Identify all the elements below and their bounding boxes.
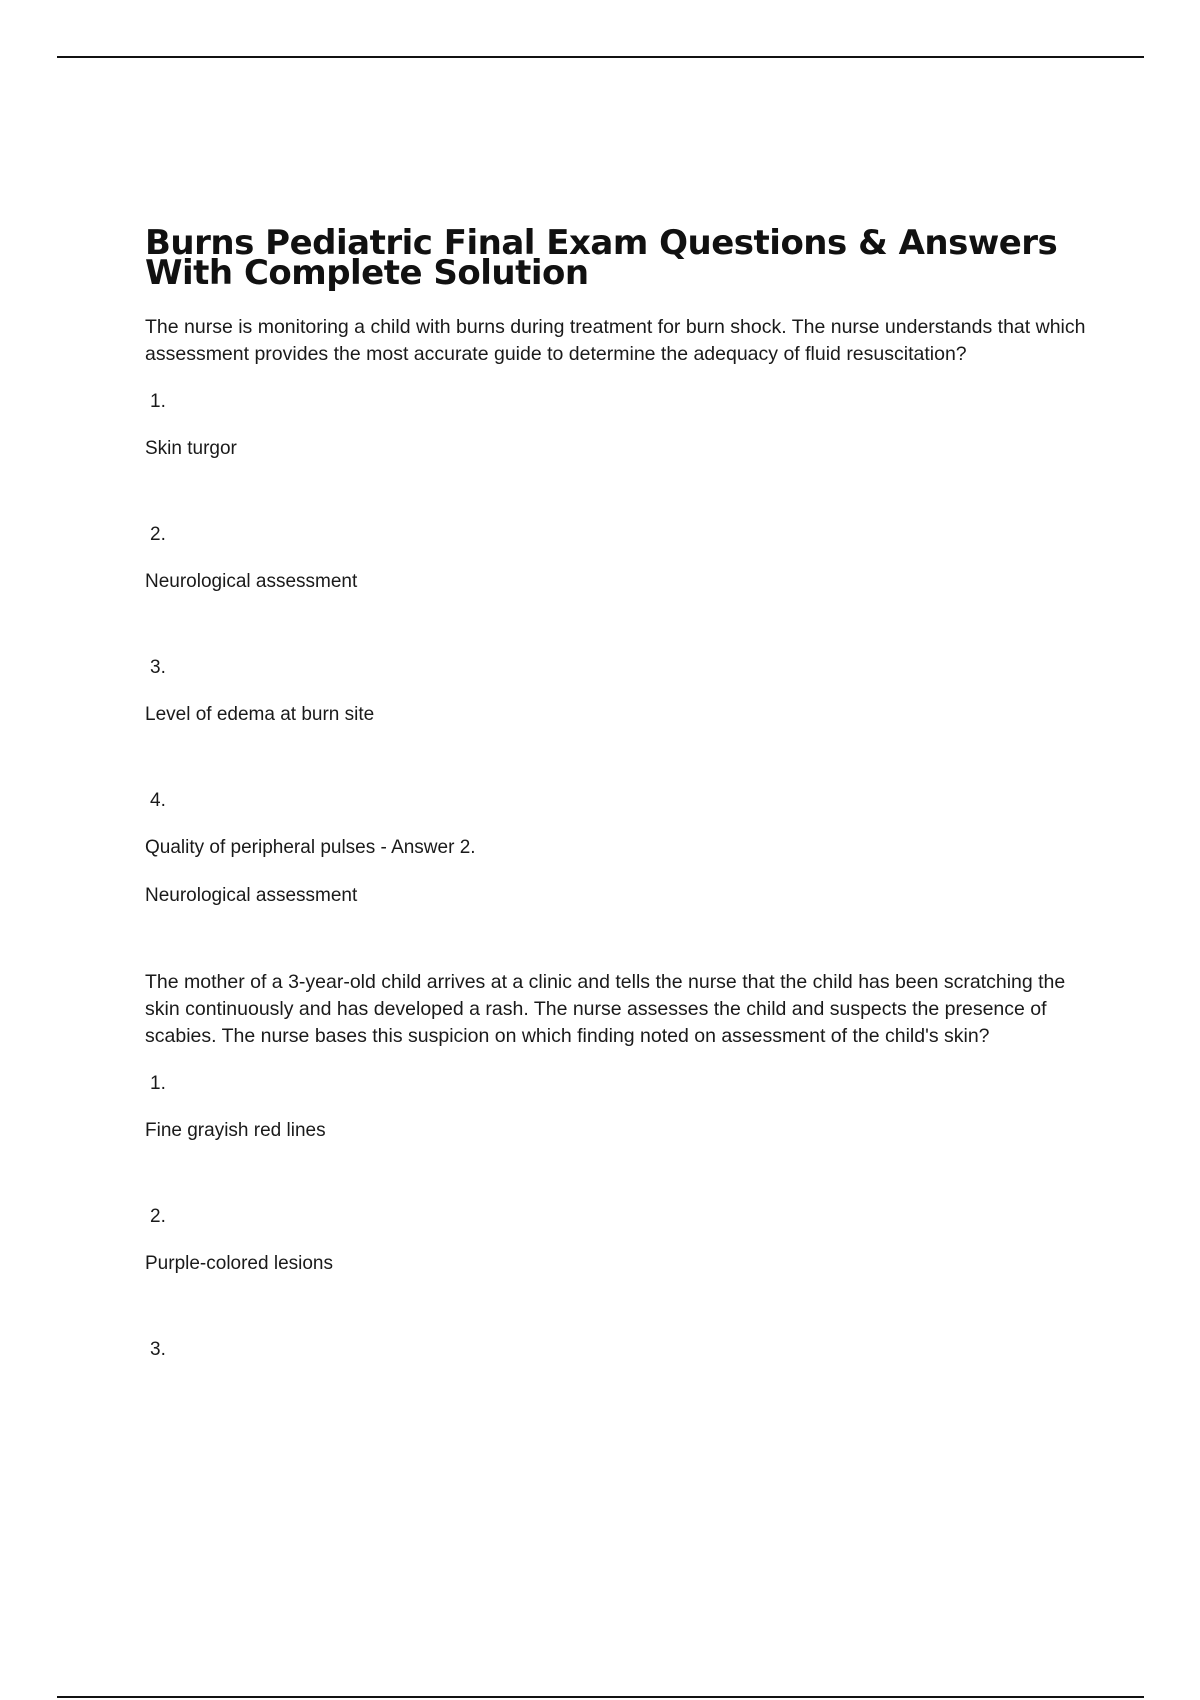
option-number: 4. (150, 790, 166, 811)
question-block-1 (145, 314, 1090, 908)
option-text: Skin turgor (145, 438, 237, 459)
option-text: Purple-colored lesions (145, 1253, 333, 1274)
option-text: Neurological assessment (145, 571, 358, 592)
question-text: The mother of a 3-year-old child arrives at a clinic and tells the nurse that the child has been scratching the skin continuously and has developed a rash. The nurse assesses the child and suspects the presence of scabies. The nurse bases this suspicion on which finding noted on assessment of the child's skin? (145, 971, 1066, 1047)
footer-rule (57, 1696, 1144, 1698)
option-number: 2. (150, 524, 166, 545)
option-number: 3. (150, 1339, 166, 1360)
question-block-2 (145, 969, 1090, 1362)
document-title: Burns Pediatric Final Exam Questions & Answers With Complete Solution (145, 223, 1058, 293)
question-text: The nurse is monitoring a child with burns during treatment for burn shock. The nurse understands that which assessment provides the most accurate guide to determine the adequacy of fluid resuscitation? (145, 316, 1086, 365)
option-number: 1. (150, 1073, 166, 1094)
option-number: 3. (150, 657, 166, 678)
document-page (145, 223, 1090, 1362)
option-text: Level of edema at burn site (145, 704, 375, 725)
header-rule (57, 56, 1144, 58)
option-number: 2. (150, 1206, 166, 1227)
answer-text: Neurological assessment (145, 885, 358, 906)
option-text-with-answer: Quality of peripheral pulses - Answer 2. (145, 837, 476, 858)
option-number: 1. (150, 391, 166, 412)
option-text: Fine grayish red lines (145, 1120, 326, 1141)
